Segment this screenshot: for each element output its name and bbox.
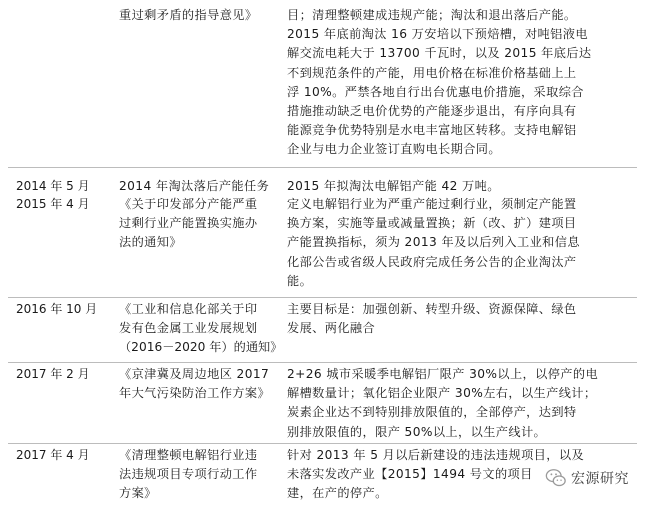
wechat-icon (545, 467, 567, 489)
row-document (119, 195, 279, 252)
date-line: 2017 年 2 月 (16, 367, 90, 381)
content-line: 针对 2013 年 5 月以后新建设的违法违规项目，以及 (287, 448, 585, 462)
content-line: 别排放限值的，限产 50%以上，以生产线计。 (287, 424, 547, 439)
row-date (16, 300, 116, 319)
content-line: 2015 年底前淘汰 16 万安培以下预焙槽，对吨铝液电 (287, 27, 588, 42)
content-line: 主要目标是：加强创新、转型升级、资源保障、绿色 (287, 302, 577, 316)
content-line: 解槽数量计；氧化铝企业限产 30%左右，以生产线计； (287, 386, 597, 401)
content-line: 能。 (287, 273, 313, 288)
doc-line: 《京津冀及周边地区 2017 (119, 367, 270, 381)
doc-line: 发有色金属工业发展规划 (119, 321, 258, 335)
date-line: 2017 年 4 月 (16, 448, 90, 462)
content-line: 解交流电耗大于 13700 千瓦时，以及 2015 年底后达 (287, 46, 592, 61)
table-row (0, 168, 645, 191)
table-row (0, 363, 645, 444)
table-row (0, 0, 645, 168)
content-line: 浮 10%。严禁各地自行出台优惠电价措施，采取综合 (287, 84, 584, 99)
doc-line: 2014 年淘汰落后产能任务 (119, 179, 270, 193)
content-line: 能源竞争优势特别是水电丰富地区转移。支持电解铝 (287, 123, 577, 138)
row-content (287, 300, 601, 338)
row-document (119, 300, 283, 357)
content-line: 措施推动缺乏电价优势的产能逐步退出，有序向具有 (287, 104, 577, 119)
doc-line: 重过剩矛盾的指导意见》 (119, 8, 258, 22)
content-line: 企业与电力企业签订直购电长期合同。 (287, 142, 501, 157)
row-content (287, 6, 601, 160)
content-line: 定义电解铝行业为严重产能过剩行业，须制定产能置 (287, 197, 577, 211)
doc-line: 《关于印发部分产能严重 (119, 197, 258, 211)
table-row (0, 191, 645, 298)
row-content (287, 365, 601, 442)
doc-line: 法的通知》 (119, 235, 182, 249)
content-line: 发展、两化融合 (287, 321, 376, 336)
row-document (119, 6, 279, 25)
date-line: 2014 年 5 月 (16, 179, 90, 193)
content-line: 化部公告或省级人民政府完成任务公告的企业淘汰产 (287, 254, 577, 269)
doc-line: 《清理整顿电解铝行业违 (119, 448, 258, 462)
watermark-text: 宏源研究 (571, 471, 629, 487)
doc-line: 方案》 (119, 486, 157, 500)
content-line: 目；清理整顿建成违规产能；淘汰和退出落后产能。 (287, 8, 577, 22)
row-content (287, 195, 601, 291)
table-row (0, 298, 645, 363)
content-line: 未落实发改产业【2015】1494 号文的项目 (287, 467, 533, 482)
content-line: 2+26 城市采暖季电解铝厂限产 30%以上，以停产的电 (287, 367, 599, 381)
content-line: 产能置换指标，须为 2013 年及以后列入工业和信息 (287, 235, 580, 250)
content-line: 不到规范条件的产能，用电价格在标准价格基础上上 (287, 65, 577, 80)
row-date (16, 446, 116, 465)
watermark (545, 467, 629, 489)
content-line: 建，在产的停产。 (287, 486, 388, 501)
date-line: 2016 年 10 月 (16, 302, 98, 316)
row-date (16, 195, 116, 214)
content-line: 炭素企业达不到特别排放限值的，全部停产，达到特 (287, 405, 577, 420)
doc-line: 法违规项目专项行动工作 (119, 467, 258, 481)
content-line: 2015 年拟淘汰电解铝产能 42 万吨。 (287, 179, 500, 193)
doc-line: 年大气污染防治工作方案》 (119, 386, 271, 400)
doc-line: （2016－2020 年）的通知》 (119, 340, 283, 354)
row-date (16, 365, 116, 384)
date-line: 2015 年 4 月 (16, 197, 90, 211)
doc-line: 过剩行业产能置换实施办 (119, 216, 258, 230)
content-line: 换方案，实施等量或减量置换；新（改、扩）建项目 (287, 216, 577, 231)
doc-line: 《工业和信息化部关于印 (119, 302, 258, 316)
row-document (119, 446, 279, 503)
row-document (119, 365, 279, 403)
